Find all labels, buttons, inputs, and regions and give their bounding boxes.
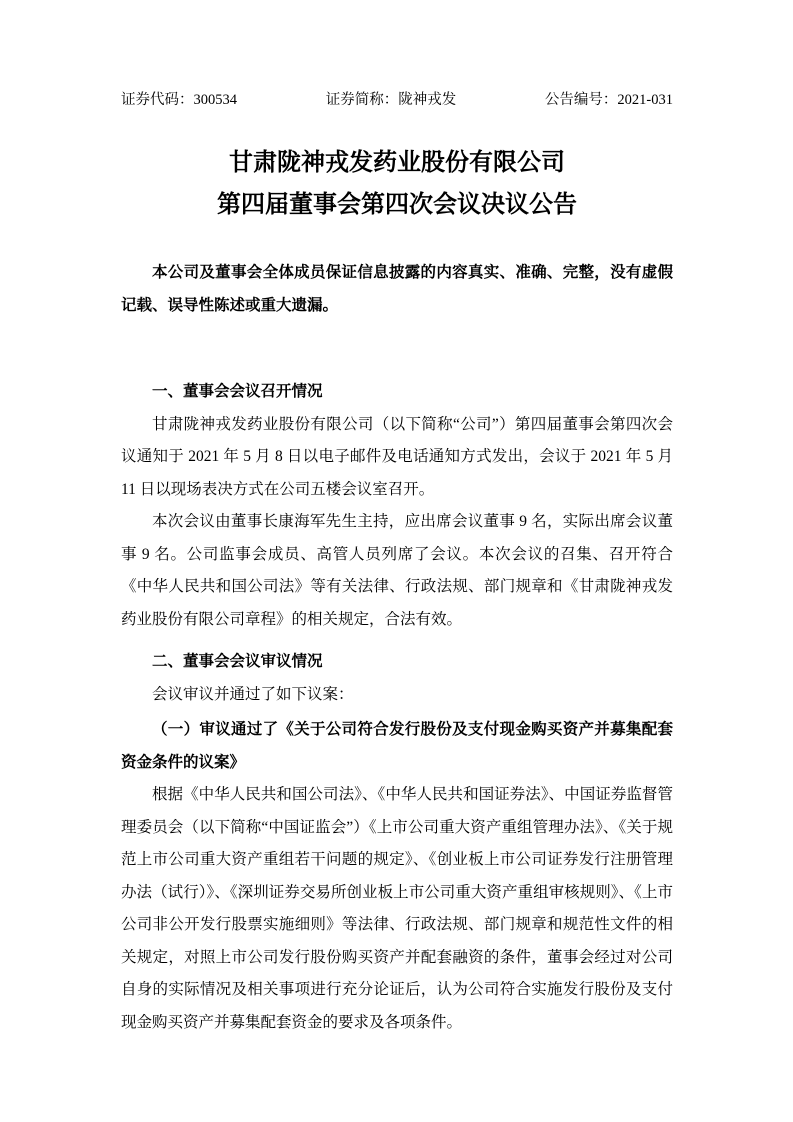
document-title-line1: 甘肃陇神戎发药业股份有限公司 <box>229 150 565 176</box>
resolution-1-title: （一）审议通过了《关于公司符合发行股份及支付现金购买资产并募集配套资金条件的议案》 <box>121 721 673 771</box>
header-row <box>121 90 673 110</box>
section-2-intro: 会议审议并通过了如下议案： <box>152 685 354 703</box>
resolution-1-body: 根据《中华人民共和国公司法》、《中华人民共和国证券法》、中国证券监督管理委员会（以下简称“中国证监会”）《上市公司重大资产重组管理办法》、《关于规范上市公司重大资产重组若干问题的规定》、《创业板上市公司证券发行注册管理办法（试行）》、《深圳证券交易所创业板上市公司重大资产重组审核规则》、《上市公司非公开发行股票实施细则》等法律、行政法规、部门规章和规范性文件的相关规定，对照上市公司发行股份购买资产并配套融资的条件，董事会经过对公司自身的实际情况及相关事项进行充分论证后，认为公司符合实施发行股份及支付现金购买资产并募集配套资金的要求及各项条件。 <box>121 786 673 1031</box>
document-title <box>121 142 673 226</box>
section-1-heading: 一、董事会会议召开情况 <box>152 383 323 400</box>
section-1-paragraph-2: 本次会议由董事长康海军先生主持，应出席会议董事 9 名，实际出席会议董事 9 名。公司监事会成员、高管人员列席了会议。本次会议的召集、召开符合《中华人民共和国公司法》等有关法律、行政法规、部门规章和《甘肃陇神戎发药业股份有限公司章程》的相关规定，合法有效。 <box>121 513 673 628</box>
document-title-line2: 第四届董事会第四次会议决议公告 <box>217 192 577 218</box>
integrity-statement: 本公司及董事会全体成员保证信息披露的内容真实、准确、完整，没有虚假记载、误导性陈述或重大遗漏。 <box>121 264 673 314</box>
section-1-paragraph-1: 甘肃陇神戎发药业股份有限公司（以下简称“公司”）第四届董事会第四次会议通知于 2021 年 5 月 8 日以电子邮件及电话通知方式发出，会议于 2021 年 5 月 11 日以现场表决方式在公司五楼会议室召开。 <box>121 415 673 498</box>
stock-code: 证券代码：300534 <box>121 92 237 108</box>
stock-abbreviation: 证券简称：陇神戎发 <box>325 92 457 108</box>
section-2-heading: 二、董事会会议审议情况 <box>152 653 323 670</box>
announcement-number: 公告编号：2021-031 <box>544 92 673 108</box>
